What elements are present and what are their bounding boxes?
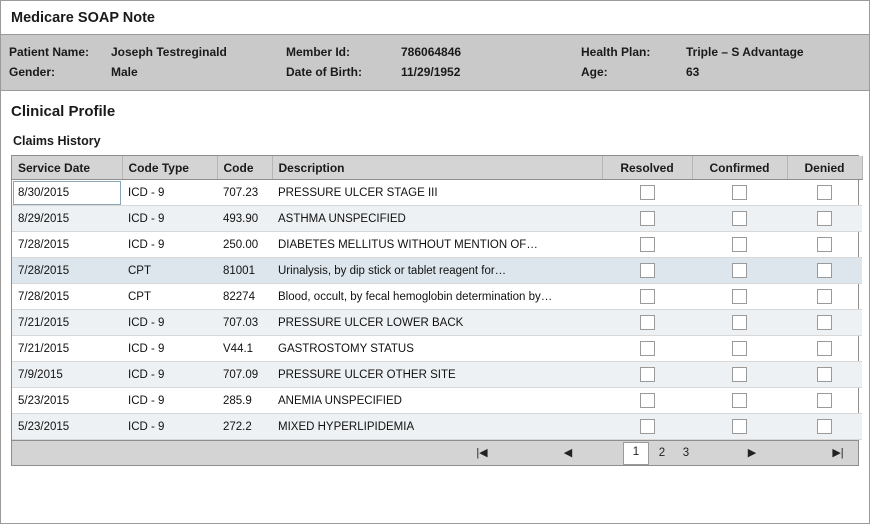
- denied-checkbox[interactable]: [817, 185, 832, 200]
- cell-description: ANEMIA UNSPECIFIED: [272, 388, 602, 414]
- cell-confirmed[interactable]: [692, 180, 787, 206]
- cell-resolved[interactable]: [602, 310, 692, 336]
- cell-denied[interactable]: [787, 206, 862, 232]
- cell-description: DIABETES MELLITUS WITHOUT MENTION OF…: [272, 232, 602, 258]
- cell-code: 285.9: [217, 388, 272, 414]
- cell-denied[interactable]: [787, 232, 862, 258]
- resolved-checkbox[interactable]: [640, 237, 655, 252]
- page-number-1[interactable]: 1: [623, 442, 649, 465]
- cell-code: 707.23: [217, 180, 272, 206]
- cell-confirmed[interactable]: [692, 206, 787, 232]
- column-header-service-date[interactable]: Service Date: [12, 156, 122, 180]
- column-header-resolved[interactable]: Resolved: [602, 156, 692, 180]
- next-page-button[interactable]: ▶: [747, 446, 757, 459]
- member-id-label-wrap: [286, 45, 401, 59]
- cell-code: 272.2: [217, 414, 272, 440]
- cell-service-date: 8/30/2015: [12, 180, 122, 206]
- claims-history-title: Claims History: [13, 134, 101, 148]
- cell-service-date: 5/23/2015: [12, 414, 122, 440]
- cell-resolved[interactable]: [602, 232, 692, 258]
- cell-code-type: ICD - 9: [122, 206, 217, 232]
- cell-denied[interactable]: [787, 336, 862, 362]
- cell-confirmed[interactable]: [692, 336, 787, 362]
- cell-confirmed[interactable]: [692, 310, 787, 336]
- cell-code-type: ICD - 9: [122, 414, 217, 440]
- cell-service-date: 7/28/2015: [12, 258, 122, 284]
- confirmed-checkbox[interactable]: [732, 211, 747, 226]
- resolved-checkbox[interactable]: [640, 315, 655, 330]
- claims-history-table: [12, 156, 863, 440]
- gender-label: Gender:: [9, 65, 56, 79]
- resolved-checkbox[interactable]: [640, 419, 655, 434]
- denied-checkbox[interactable]: [817, 211, 832, 226]
- gender-label-wrap: [1, 65, 111, 79]
- member-id-value-wrap: [401, 45, 581, 59]
- denied-checkbox[interactable]: [817, 289, 832, 304]
- denied-checkbox[interactable]: [817, 263, 832, 278]
- confirmed-checkbox[interactable]: [732, 419, 747, 434]
- patient-name-label-wrap: [1, 45, 111, 59]
- column-header-code[interactable]: Code: [217, 156, 272, 180]
- member-id-label: Member Id:: [286, 45, 351, 59]
- first-page-button[interactable]: |◀: [476, 446, 488, 459]
- cell-denied[interactable]: [787, 180, 862, 206]
- dob-label-wrap: [286, 65, 401, 79]
- cell-code: 81001: [217, 258, 272, 284]
- cell-code: 707.03: [217, 310, 272, 336]
- resolved-checkbox[interactable]: [640, 367, 655, 382]
- cell-service-date: 8/29/2015: [12, 206, 122, 232]
- cell-service-date: 7/21/2015: [12, 336, 122, 362]
- age-value: 63: [686, 65, 700, 79]
- cell-resolved[interactable]: [602, 258, 692, 284]
- resolved-checkbox[interactable]: [640, 393, 655, 408]
- resolved-checkbox[interactable]: [640, 211, 655, 226]
- cell-resolved[interactable]: [602, 362, 692, 388]
- table-row[interactable]: [12, 258, 862, 284]
- health-plan-label: Health Plan:: [581, 45, 651, 59]
- cell-description: Blood, occult, by fecal hemoglobin determination by…: [272, 284, 602, 310]
- cell-code-type: CPT: [122, 284, 217, 310]
- resolved-checkbox[interactable]: [640, 185, 655, 200]
- patient-banner: [1, 34, 869, 91]
- cell-denied[interactable]: [787, 414, 862, 440]
- denied-checkbox[interactable]: [817, 237, 832, 252]
- table-row[interactable]: [12, 310, 862, 336]
- table-row[interactable]: [12, 362, 862, 388]
- cell-code-type: ICD - 9: [122, 180, 217, 206]
- table-row[interactable]: [12, 284, 862, 310]
- health-plan-value: Triple – S Advantage: [686, 45, 804, 59]
- table-row[interactable]: [12, 388, 862, 414]
- table-body: [12, 180, 862, 440]
- confirmed-checkbox[interactable]: [732, 315, 747, 330]
- cell-description: PRESSURE ULCER OTHER SITE: [272, 362, 602, 388]
- cell-resolved[interactable]: [602, 206, 692, 232]
- denied-checkbox[interactable]: [817, 367, 832, 382]
- cell-service-date: 7/28/2015: [12, 284, 122, 310]
- cell-resolved[interactable]: [602, 284, 692, 310]
- confirmed-checkbox[interactable]: [732, 237, 747, 252]
- resolved-checkbox[interactable]: [640, 263, 655, 278]
- previous-page-button[interactable]: ◀: [563, 446, 573, 459]
- cell-denied[interactable]: [787, 388, 862, 414]
- cell-description: MIXED HYPERLIPIDEMIA: [272, 414, 602, 440]
- confirmed-checkbox[interactable]: [732, 393, 747, 408]
- cell-confirmed[interactable]: [692, 232, 787, 258]
- page-title: Medicare SOAP Note: [11, 10, 155, 26]
- cell-denied[interactable]: [787, 310, 862, 336]
- cell-resolved[interactable]: [602, 180, 692, 206]
- cell-service-date: 7/21/2015: [12, 310, 122, 336]
- resolved-checkbox[interactable]: [640, 289, 655, 304]
- claims-history-grid: [11, 155, 859, 441]
- denied-checkbox[interactable]: [817, 419, 832, 434]
- cell-confirmed[interactable]: [692, 388, 787, 414]
- patient-name-value: Joseph Testreginald: [111, 45, 227, 59]
- cell-service-date: 5/23/2015: [12, 388, 122, 414]
- cell-resolved[interactable]: [602, 336, 692, 362]
- cell-code-type: ICD - 9: [122, 232, 217, 258]
- cell-code-type: ICD - 9: [122, 310, 217, 336]
- gender-value-wrap: [111, 65, 286, 79]
- confirmed-checkbox[interactable]: [732, 341, 747, 356]
- cell-confirmed[interactable]: [692, 258, 787, 284]
- cell-service-date: 7/28/2015: [12, 232, 122, 258]
- dob-value-wrap: [401, 65, 581, 79]
- cell-code-type: CPT: [122, 258, 217, 284]
- pagination-bar: [11, 441, 859, 466]
- cell-confirmed[interactable]: [692, 414, 787, 440]
- resolved-checkbox[interactable]: [640, 341, 655, 356]
- patient-banner-row-1: [1, 42, 869, 62]
- cell-resolved[interactable]: [602, 414, 692, 440]
- cell-service-date: 7/9/2015: [12, 362, 122, 388]
- patient-name-label: Patient Name:: [9, 45, 90, 59]
- age-label-wrap: [581, 65, 686, 79]
- column-header-description[interactable]: Description: [272, 156, 602, 180]
- column-header-code-type[interactable]: Code Type: [122, 156, 217, 180]
- health-plan-value-wrap: [686, 45, 804, 59]
- patient-name-value-wrap: [111, 45, 286, 59]
- table-row[interactable]: [12, 336, 862, 362]
- cell-denied[interactable]: [787, 284, 862, 310]
- cell-description: ASTHMA UNSPECIFIED: [272, 206, 602, 232]
- table-row[interactable]: [12, 414, 862, 440]
- confirmed-checkbox[interactable]: [732, 289, 747, 304]
- member-id-value: 786064846: [401, 45, 462, 59]
- gender-value: Male: [111, 65, 138, 79]
- confirmed-checkbox[interactable]: [732, 185, 747, 200]
- cell-confirmed[interactable]: [692, 284, 787, 310]
- denied-checkbox[interactable]: [817, 341, 832, 356]
- page-number-3[interactable]: 3: [682, 446, 690, 459]
- column-header-confirmed[interactable]: Confirmed: [692, 156, 787, 180]
- cell-denied[interactable]: [787, 258, 862, 284]
- date-of-birth-value: 11/29/1952: [401, 65, 461, 79]
- cell-description: Urinalysis, by dip stick or tablet reagent for…: [272, 258, 602, 284]
- confirmed-checkbox[interactable]: [732, 367, 747, 382]
- table-row[interactable]: [12, 232, 862, 258]
- cell-code: V44.1: [217, 336, 272, 362]
- page-number-2[interactable]: 2: [658, 446, 666, 459]
- cell-resolved[interactable]: [602, 388, 692, 414]
- date-of-birth-label: Date of Birth:: [286, 65, 362, 79]
- clinical-profile-title: Clinical Profile: [11, 103, 116, 120]
- cell-code: 707.09: [217, 362, 272, 388]
- cell-description: PRESSURE ULCER LOWER BACK: [272, 310, 602, 336]
- cell-code: 250.00: [217, 232, 272, 258]
- cell-description: GASTROSTOMY STATUS: [272, 336, 602, 362]
- column-header-denied[interactable]: Denied: [787, 156, 862, 180]
- cell-description: PRESSURE ULCER STAGE III: [272, 180, 602, 206]
- cell-code-type: ICD - 9: [122, 362, 217, 388]
- patient-banner-row-2: [1, 62, 869, 82]
- cell-confirmed[interactable]: [692, 362, 787, 388]
- table-row[interactable]: [12, 180, 862, 206]
- age-value-wrap: [686, 65, 699, 79]
- cell-code: 493.90: [217, 206, 272, 232]
- age-label: Age:: [581, 65, 608, 79]
- last-page-button[interactable]: ▶|: [832, 446, 844, 459]
- cell-code-type: ICD - 9: [122, 336, 217, 362]
- cell-code-type: ICD - 9: [122, 388, 217, 414]
- denied-checkbox[interactable]: [817, 315, 832, 330]
- table-row[interactable]: [12, 206, 862, 232]
- denied-checkbox[interactable]: [817, 393, 832, 408]
- confirmed-checkbox[interactable]: [732, 263, 747, 278]
- cell-code: 82274: [217, 284, 272, 310]
- table-header-row: [12, 156, 862, 180]
- cell-denied[interactable]: [787, 362, 862, 388]
- health-plan-label-wrap: [581, 45, 686, 59]
